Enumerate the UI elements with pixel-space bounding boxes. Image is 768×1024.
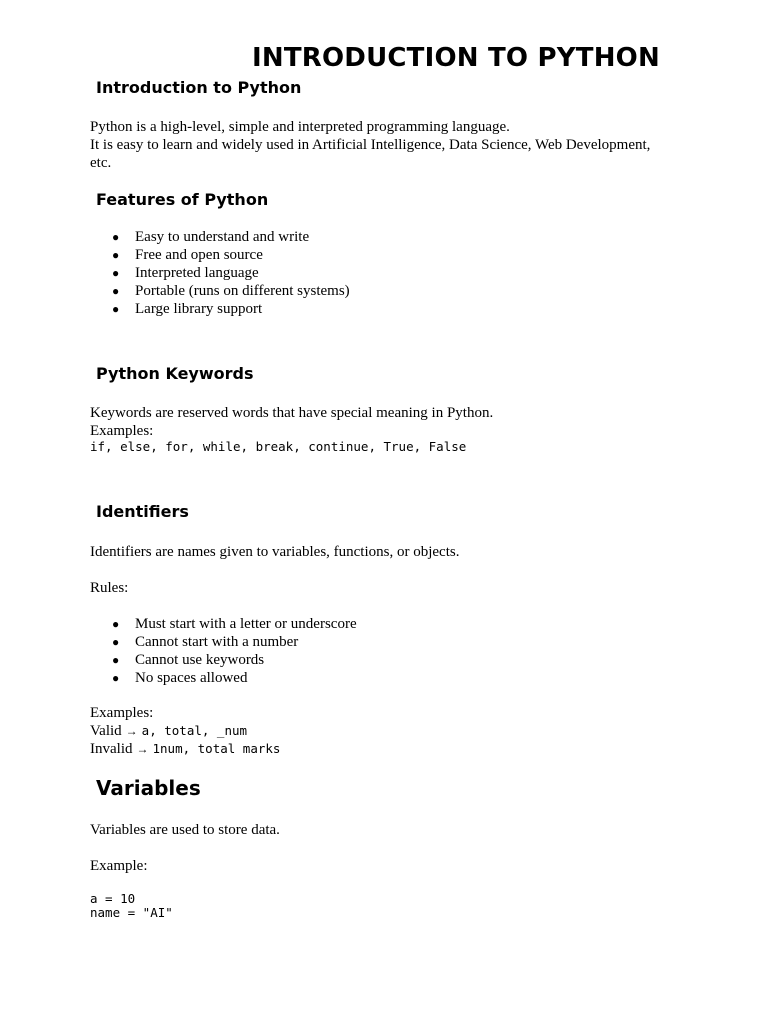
- bullet-icon: ●: [112, 617, 120, 631]
- section-heading-introduction: Introduction to Python: [96, 78, 302, 97]
- list-item: ● No spaces allowed: [112, 670, 248, 686]
- bullet-icon: ●: [112, 671, 120, 685]
- bullet-icon: ●: [112, 230, 120, 244]
- section-heading-keywords: Python Keywords: [96, 364, 254, 383]
- bullet-icon: ●: [112, 302, 120, 316]
- right-arrow-icon: →: [125, 724, 138, 738]
- identifiers-rules-label: Rules:: [90, 580, 129, 596]
- identifiers-description: Identifiers are names given to variables, functions, or objects.: [90, 544, 460, 560]
- intro-line-1: Python is a high-level, simple and interpreted programming language.: [90, 119, 510, 135]
- keywords-examples-code: if, else, for, while, break, continue, True, False: [90, 439, 467, 454]
- invalid-label: Invalid: [90, 741, 133, 757]
- intro-paragraph: [90, 118, 670, 172]
- bullet-icon: ●: [112, 284, 120, 298]
- section-heading-identifiers: Identifiers: [96, 502, 189, 521]
- list-item: ● Cannot start with a number: [112, 634, 299, 650]
- keywords-paragraph: [90, 404, 670, 454]
- features-list: [90, 228, 350, 318]
- list-item: ● Large library support: [112, 301, 263, 317]
- variables-example-label: Example:: [90, 858, 148, 874]
- bullet-icon: ●: [112, 653, 120, 667]
- list-item: ● Easy to understand and write: [112, 229, 310, 245]
- section-heading-features: Features of Python: [96, 190, 269, 209]
- keywords-description: Keywords are reserved words that have special meaning in Python.: [90, 405, 494, 421]
- list-item: ● Interpreted language: [112, 265, 259, 281]
- bullet-icon: ●: [112, 635, 120, 649]
- right-arrow-icon: →: [136, 742, 149, 756]
- section-heading-variables: Variables: [96, 776, 201, 800]
- code-line: name = "AI": [90, 905, 173, 920]
- valid-code: a, total, _num: [141, 723, 248, 738]
- list-item: ● Portable (runs on different systems): [112, 283, 350, 299]
- code-line: a = 10: [90, 891, 136, 906]
- bullet-icon: ●: [112, 248, 120, 262]
- intro-line-2: It is easy to learn and widely used in Artificial Intelligence, Data Science, Web Development, etc.: [90, 137, 651, 171]
- variables-description: Variables are used to store data.: [90, 822, 280, 838]
- valid-label: Valid: [90, 723, 122, 739]
- identifiers-valid-example: [90, 722, 670, 740]
- bullet-icon: ●: [112, 266, 120, 280]
- identifiers-invalid-example: [90, 740, 670, 758]
- list-item: ● Must start with a letter or underscore: [112, 616, 357, 632]
- identifiers-examples-label: Examples:: [90, 705, 154, 721]
- document-title: INTRODUCTION TO PYTHON: [252, 43, 660, 73]
- identifiers-rules-list: [90, 615, 357, 687]
- keywords-examples-label: Examples:: [90, 423, 154, 439]
- invalid-code: 1num, total marks: [152, 741, 281, 756]
- list-item: ● Free and open source: [112, 247, 263, 263]
- list-item: ● Cannot use keywords: [112, 652, 265, 668]
- variables-code-block: [90, 892, 670, 920]
- identifiers-examples: [90, 704, 670, 758]
